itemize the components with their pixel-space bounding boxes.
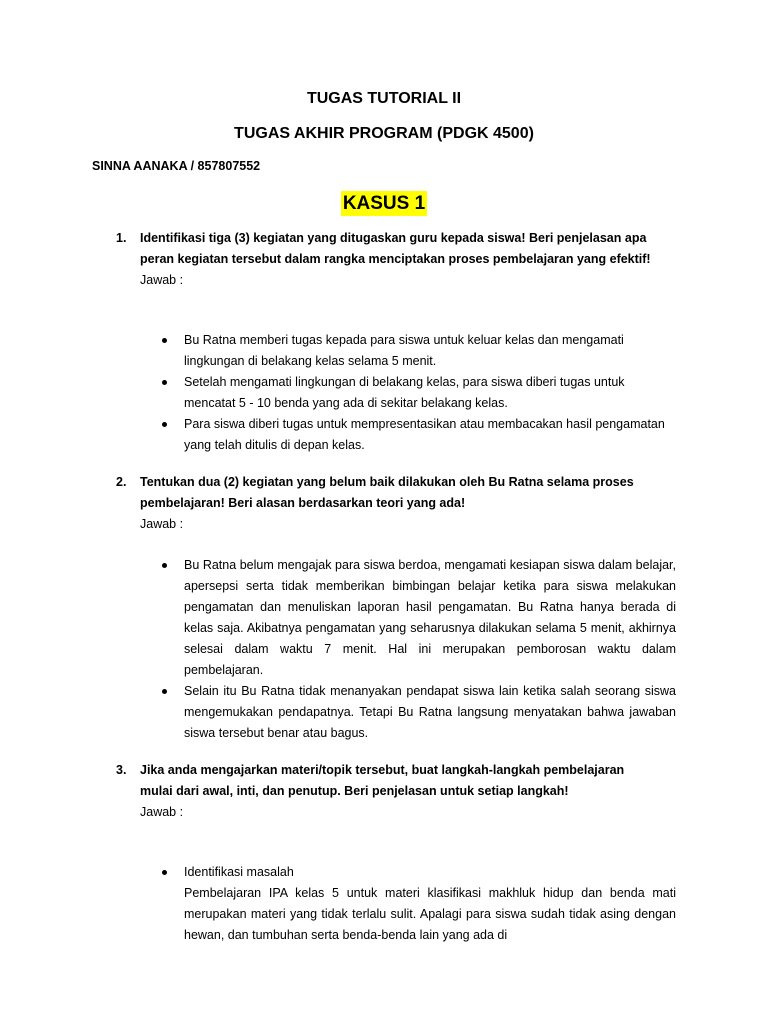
question-text: Tentukan dua (2) kegiatan yang belum baik dilakukan oleh Bu Ratna selama proses pembelajaran! Beri alasan berdasarkan teori yang ada!: [140, 475, 634, 510]
list-item-text: Selain itu Bu Ratna tidak menanyakan pendapat siswa lain ketika salah seorang siswa mengemukakan pendapatnya. Tetapi Bu Ratna langsung menyatakan bahwa jawaban siswa tersebut benar atau bagus.: [184, 684, 676, 740]
list-item-text: Bu Ratna memberi tugas kepada para siswa untuk keluar kelas dan mengamati lingkungan di belakang kelas selama 5 menit.: [184, 333, 624, 368]
answer-label: Jawab :: [140, 805, 184, 819]
bullet-icon: [162, 870, 167, 875]
answer-list-3: [160, 862, 676, 946]
list-item: [160, 372, 676, 414]
question-text: Jika anda mengajarkan materi/topik tersebut, buat langkah-langkah pembelajaran mulai dari awal, inti, dan penutup. Beri penjelasan untuk setiap langkah!: [140, 763, 625, 798]
list-item: [160, 862, 676, 946]
list-item: [160, 414, 676, 456]
bullet-icon: [162, 689, 167, 694]
list-item-text: Identifikasi masalah: [184, 865, 294, 879]
question-3: [116, 760, 656, 823]
case-heading-wrap: [0, 191, 768, 216]
bullet-icon: [162, 380, 167, 385]
list-item: [160, 555, 676, 681]
question-text: Identifikasi tiga (3) kegiatan yang ditugaskan guru kepada siswa! Beri penjelasan apa peran kegiatan tersebut dalam rangka menciptakan proses pembelajaran yang efektif!: [140, 231, 651, 266]
question-number: 1.: [116, 231, 127, 245]
answer-label: Jawab :: [140, 273, 184, 287]
question-number: 2.: [116, 475, 127, 489]
document-subtitle: TUGAS AKHIR PROGRAM (PDGK 4500): [234, 125, 534, 142]
list-item: [160, 330, 676, 372]
question-2: [116, 472, 656, 535]
case-heading: KASUS 1: [342, 193, 426, 214]
bullet-icon: [162, 338, 167, 343]
list-item-text: Setelah mengamati lingkungan di belakang kelas, para siswa diberi tugas untuk mencatat 5 - 10 benda yang ada di sekitar belakang kelas.: [184, 375, 625, 410]
document-title: TUGAS TUTORIAL II: [306, 90, 462, 107]
question-number: 3.: [116, 763, 127, 777]
answer-label: Jawab :: [140, 517, 184, 531]
answer-list-1: [160, 330, 676, 456]
bullet-icon: [162, 563, 167, 568]
list-item: [160, 681, 676, 744]
list-item-text: Para siswa diberi tugas untuk mempresentasikan atau membacakan hasil pengamatan yang telah ditulis di depan kelas.: [184, 417, 665, 452]
list-item-text: Bu Ratna belum mengajak para siswa berdoa, mengamati kesiapan siswa dalam belajar, apersepsi serta tidak memberikan bimbingan belajar ketika para siswa melakukan pengamatan dan menuliskan laporan hasil pengamatan. Bu Ratna hanya berada di kelas saja. Akibatnya pengamatan yang seharusnya dilakukan selama 5 menit, akhirnya selesai dalam waktu 7 menit. Hal ini merupakan pemborosan waktu dalam pembelajaran.: [184, 558, 676, 677]
author-line: SINNA AANAKA / 857807552: [92, 159, 261, 173]
question-1: [116, 228, 656, 291]
continuation-text: Pembelajaran IPA kelas 5 untuk materi klasifikasi makhluk hidup dan benda mati merupakan materi yang tidak terlalu sulit. Apalagi para siswa sudah tidak asing dengan hewan, dan tumbuhan serta benda-benda lain yang ada di: [184, 886, 676, 942]
answer-list-2: [160, 555, 676, 744]
bullet-icon: [162, 422, 167, 427]
